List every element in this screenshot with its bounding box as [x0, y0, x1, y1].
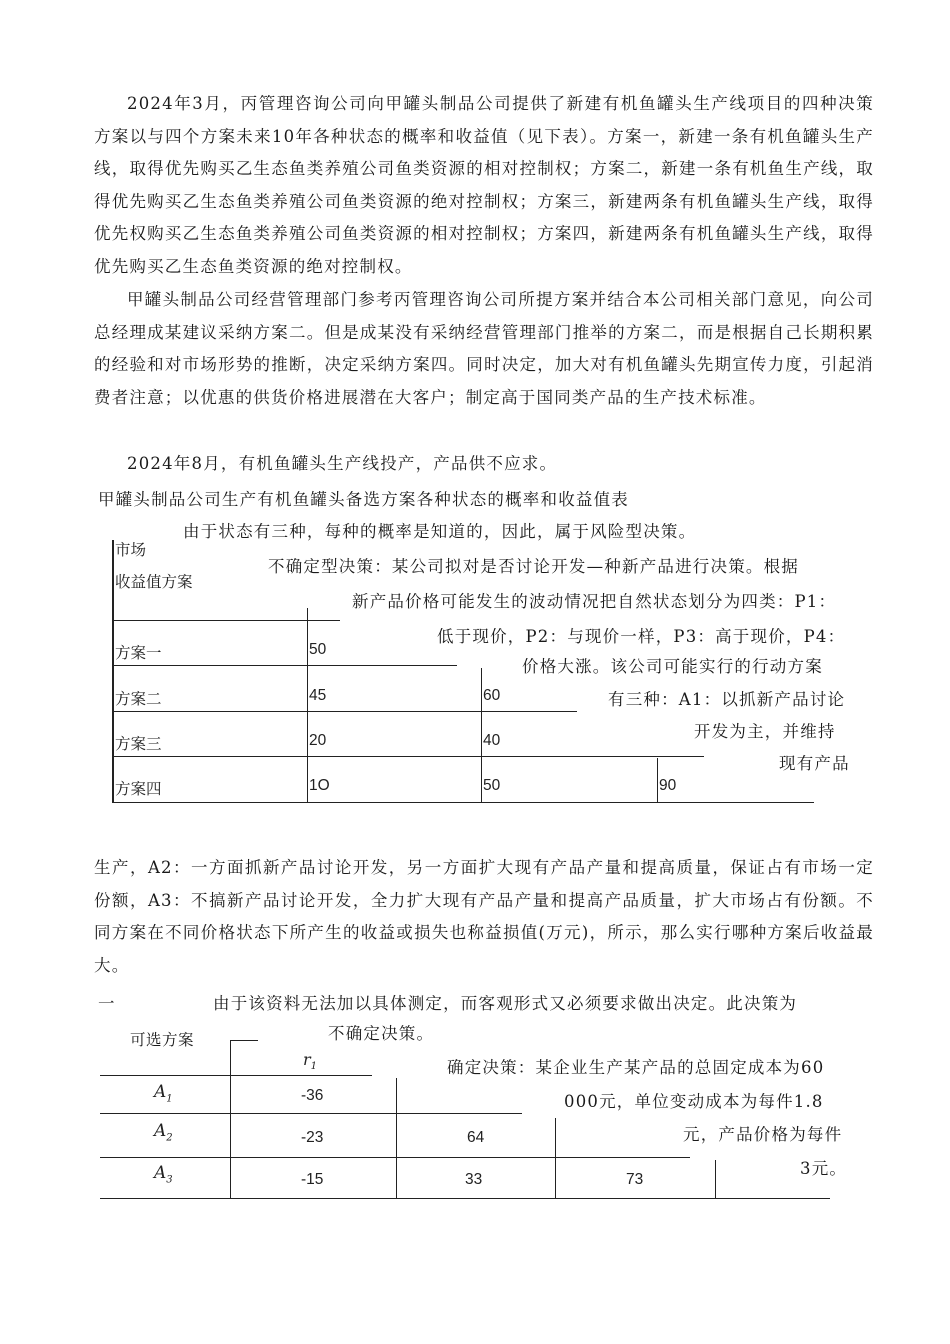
table2-row2-label: $A_2$	[154, 1121, 173, 1144]
overlay1-line2: 不确定型决策：某公司拟对是否讨论开发—种新产品进行决策。根据	[268, 557, 799, 576]
table2-col4	[715, 1160, 716, 1198]
table2-row1-rule	[100, 1113, 522, 1114]
table1-row1-rule	[112, 665, 457, 666]
paragraph-intro: 2024年3月，丙管理咨询公司向甲罐头制品公司提供了新建有机鱼罐头生产线项目的四种决策方案以与四个方案未来10年各种状态的概率和收益值（见下表）。方案一，新建一条有机鱼罐头生产线，取得优先购买乙生态鱼类养殖公司鱼类资源的相对控制权；方案二，新建一条有机鱼生产线，取得优先购买乙生态鱼类养殖公司鱼类资源的绝对控制权；方案三，新建两条有机鱼罐头生产线，取得优先权购买乙生态鱼类养殖公司鱼类资源的相对控制权；方案四，新建两条有机鱼罐头生产线，取得优先购买乙生态鱼类资源的绝对控制权。	[94, 94, 874, 276]
table1-row3-val2: 40	[483, 732, 501, 749]
overlay1-line4: 低于现价，P2：与现价一样，P3：高于现价，P4：	[437, 627, 846, 646]
table1-row3-label: 方案三	[115, 736, 162, 753]
paragraph-decision: 甲罐头制品公司经营管理部门参考丙管理咨询公司所提方案并结合本公司相关部门意见，向公司总经理成某建议采纳方案二。但是成某没有采纳经营管理部门推举的方案二，而是根据自己长期积累的经验和对市场形势的推断，决定采纳方案四。同时决定，加大对有机鱼罐头先期宣传力度，引起消费者注意；以优惠的供货价格进展潜在大客户；制定高于国同类产品的生产技术标准。	[94, 290, 874, 407]
table1-row4-val3: 90	[659, 777, 677, 794]
overlay2-line3: 确定决策：某企业生产某产品的总固定成本为60	[447, 1058, 825, 1077]
table1-col3	[657, 758, 658, 802]
table1-col2	[481, 668, 482, 802]
overlay1-line6: 有三种：A1：以抓新产品讨论	[608, 690, 846, 709]
overlay1-line5: 价格大涨。该公司可能实行的行动方案	[522, 657, 823, 676]
table2-row2-val2: 64	[467, 1129, 485, 1146]
paragraph-launch: 2024年8月，有机鱼罐头生产线投产，产品供不应求。	[127, 454, 558, 473]
overlay1-line8: 现有产品	[779, 754, 850, 773]
table1-row2-label: 方案二	[115, 691, 162, 708]
table1-bottom-rule	[112, 802, 814, 803]
table1-row3-rule	[112, 756, 704, 757]
table1-left-border	[112, 540, 114, 802]
table1-row4-val1: 1O	[309, 777, 330, 794]
paragraph-alternatives: 生产，A2：一方面抓新产品讨论开发，另一方面扩大现有产品产量和提高质量，保证占有市场一定份额，A3：不搞新产品讨论开发，全力扩大现有产品产量和提高产品质量，扩大市场占有份额。不同方案在不同价格状态下所产生的收益或损失也称益损值(万元)，所示，那么实行哪种方案后收益最大。	[94, 858, 874, 975]
table1-row4-val2: 50	[483, 777, 501, 794]
overlay1-line7: 开发为主，并维持	[694, 722, 836, 741]
table2-col1	[230, 1040, 231, 1198]
table2-row3-val3: 73	[626, 1171, 644, 1188]
table1-row2-val2: 60	[483, 687, 501, 704]
table2-row3-val2: 33	[465, 1171, 483, 1188]
table2-col-header: $r_1$	[303, 1050, 318, 1073]
table2-row2-val1: -23	[301, 1129, 324, 1146]
table2-col2	[396, 1078, 397, 1198]
table2-row3-label: $A_3$	[154, 1163, 173, 1186]
table2-header-tick	[230, 1040, 258, 1041]
table2-header-label: 可选方案	[130, 1031, 195, 1049]
table1-col1-tick	[307, 608, 308, 802]
table1-header-rule	[112, 620, 340, 621]
table1-row3-val1: 20	[309, 732, 327, 749]
table2-header-rule	[100, 1075, 372, 1076]
table1-row1-label: 方案一	[115, 645, 162, 662]
overlay2-line1: 由于该资料无法加以具体测定，而客观形式又必须要求做出决定。此决策为	[213, 994, 798, 1013]
overlay2-line6: 3元。	[800, 1159, 848, 1178]
table1-row1-val1: 50	[309, 641, 327, 658]
table1-header-main: 收益值方案	[115, 574, 193, 591]
table2-row1-label: $A_1$	[154, 1082, 173, 1105]
overlay1-line3: 新产品价格可能发生的波动情况把自然状态划分为四类：P1：	[352, 592, 837, 611]
table1-row2-rule	[112, 711, 577, 712]
stray-dash: 一	[98, 994, 116, 1013]
table1-row4-label: 方案四	[115, 781, 162, 798]
table1-header-top: 市场	[115, 542, 147, 559]
table1-caption: 甲罐头制品公司生产有机鱼罐头备选方案各种状态的概率和收益值表	[98, 490, 629, 509]
table2-row2-rule	[100, 1157, 690, 1158]
overlay1-line1: 由于状态有三种，每种的概率是知道的，因此，属于风险型决策。	[183, 522, 697, 541]
overlay2-line2: 不确定决策。	[328, 1024, 435, 1043]
table2-row1-val1: -36	[301, 1087, 324, 1104]
table2-row3-val1: -15	[301, 1171, 324, 1188]
table2-bottom-rule	[100, 1198, 830, 1199]
overlay2-line4: 000元，单位变动成本为每件1.8	[564, 1092, 824, 1111]
overlay2-line5: 元，产品价格为每件	[683, 1125, 843, 1144]
table1-row2-val1: 45	[309, 687, 327, 704]
